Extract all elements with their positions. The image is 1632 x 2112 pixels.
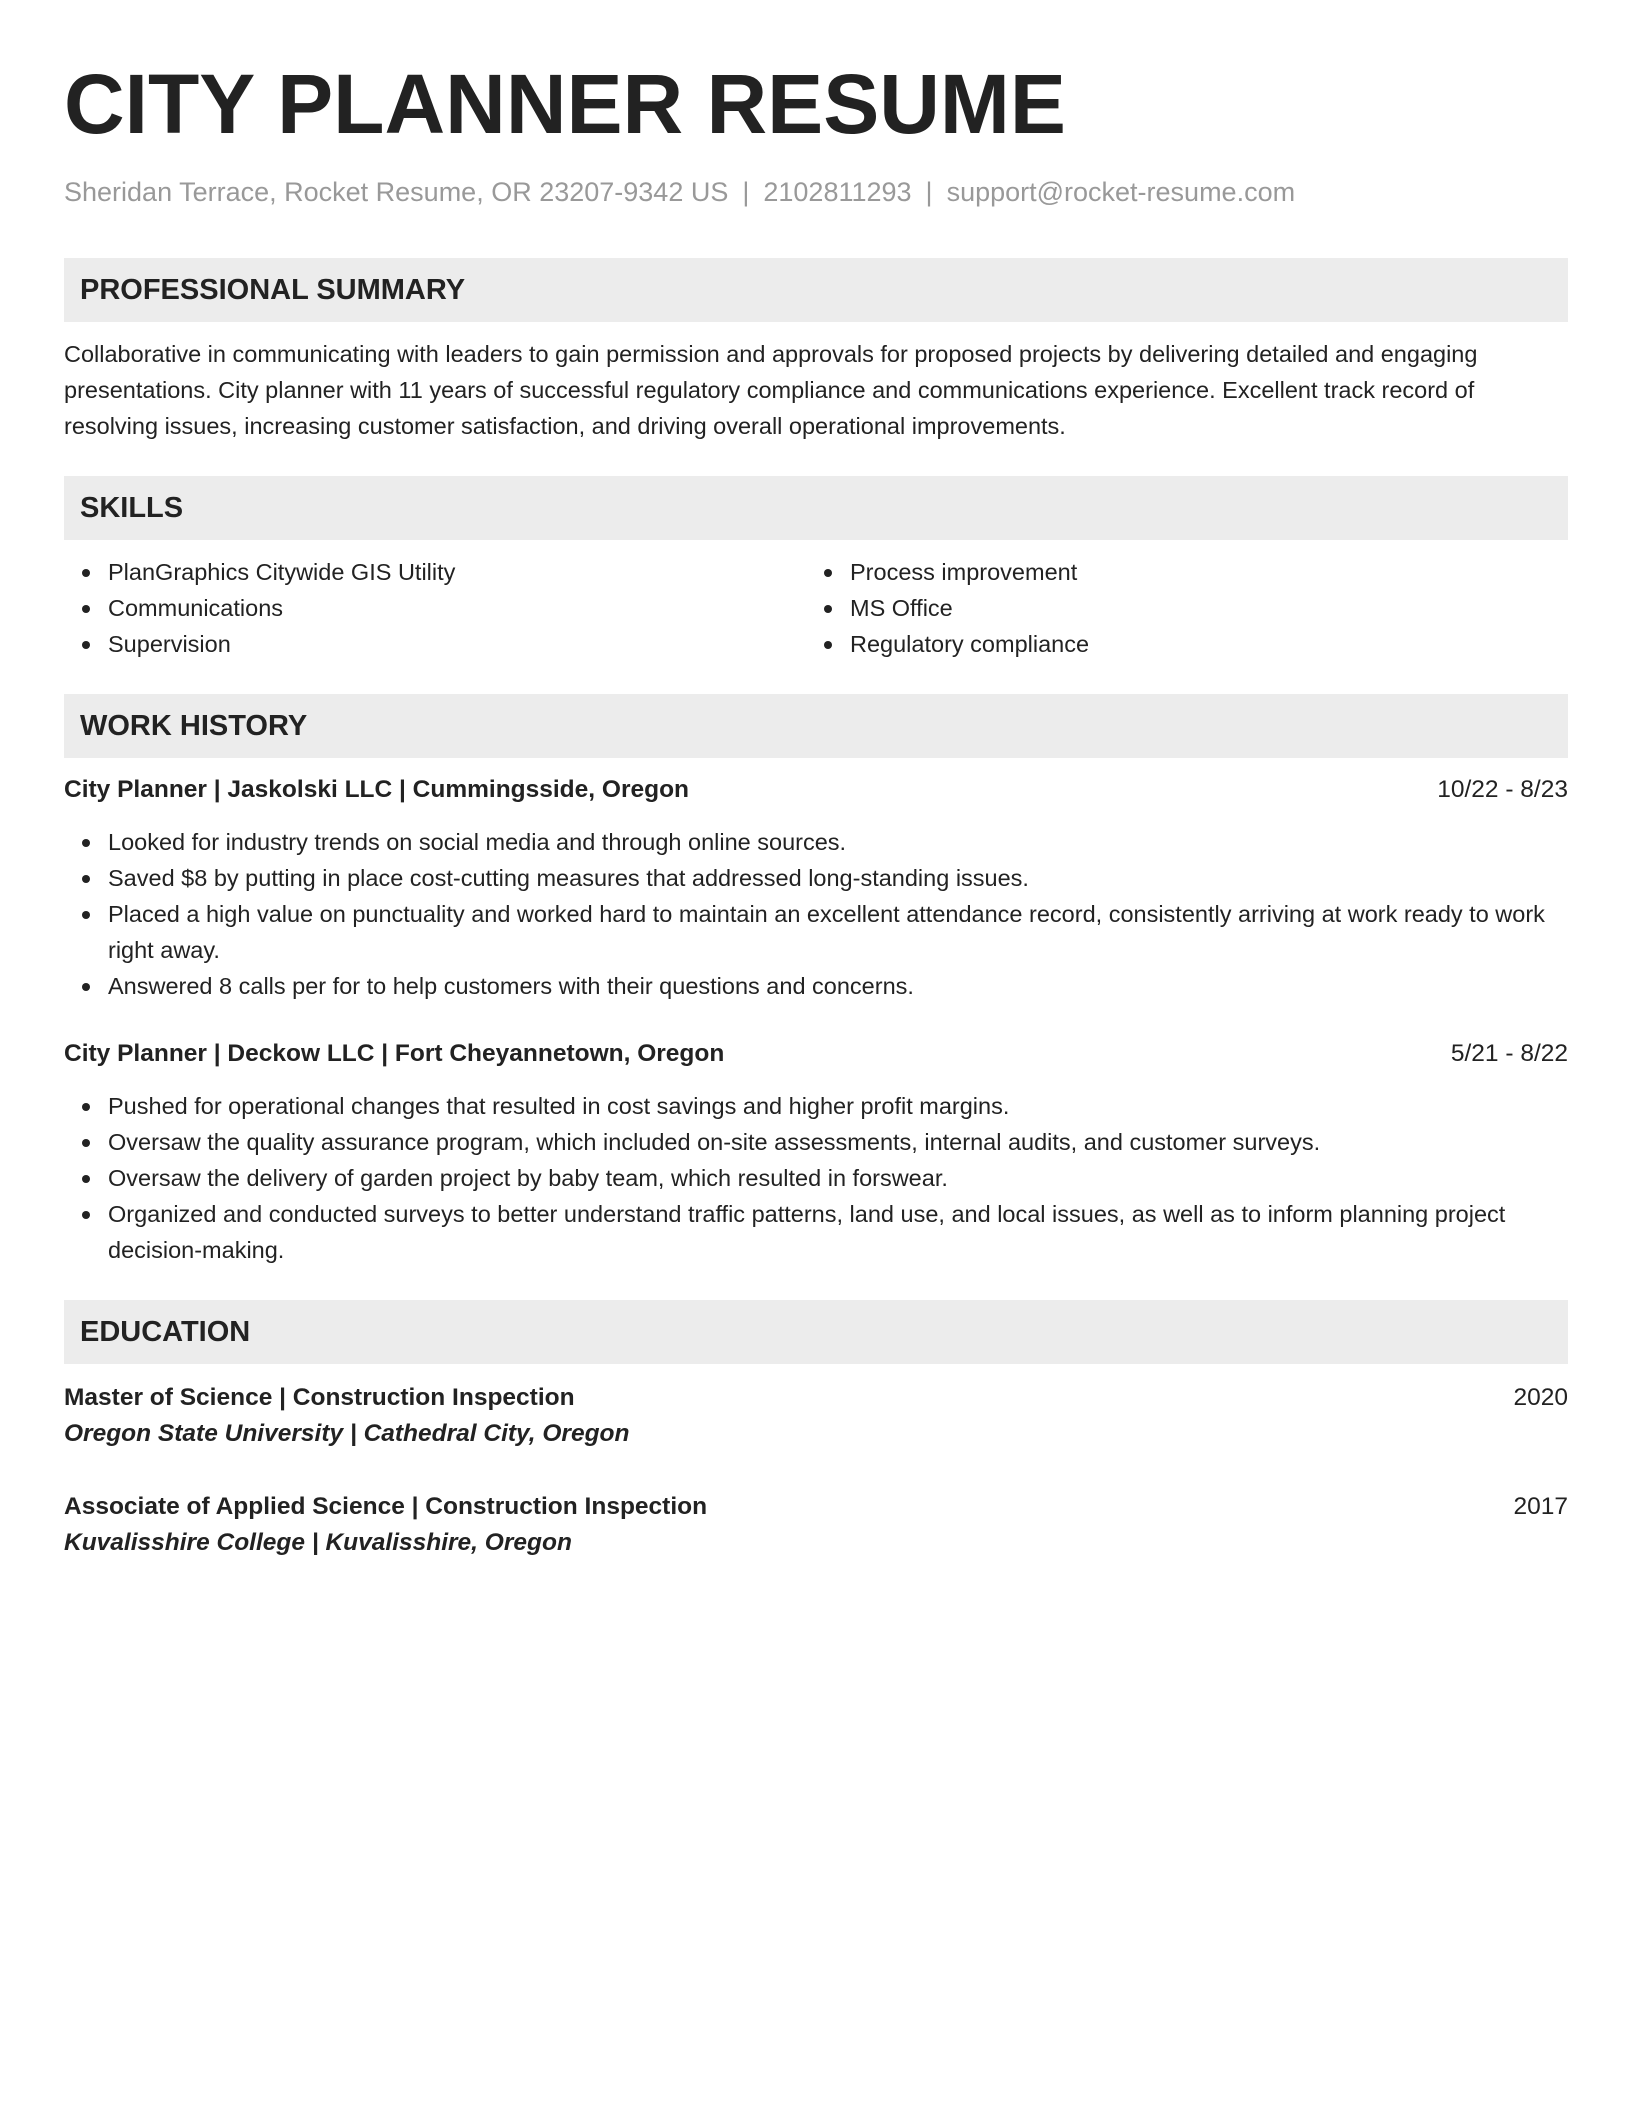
summary-heading: PROFESSIONAL SUMMARY (64, 258, 1568, 322)
degree: Associate of Applied Science | Construction Inspection (64, 1493, 708, 1520)
job-bullet: Looked for industry trends on social media and through online sources. (64, 824, 1568, 860)
job-header (64, 1036, 1568, 1072)
job-bullet: Pushed for operational changes that resulted in cost savings and higher profit margins. (64, 1088, 1568, 1124)
job-bullet: Oversaw the delivery of garden project by baby team, which resulted in forswear. (64, 1160, 1568, 1196)
resume-page (64, 54, 1568, 1561)
summary-text: Collaborative in communicating with leaders to gain permission and approvals for proposed projects by delivering detailed and engaging presentations. City planner with 11 years of successful regulatory compliance and communications experience. Excellent track record of resolving issues, increasing customer satisfaction, and driving overall operational improvements. (64, 341, 1478, 439)
job-bullet: Saved $8 by putting in place cost-cutting measures that addressed long-standing issues. (64, 860, 1568, 896)
job-entry (64, 1036, 1568, 1268)
skill-item: Process improvement (806, 554, 1548, 590)
resume-title: CITY PLANNER RESUME (64, 57, 1066, 151)
work-heading: WORK HISTORY (64, 694, 1568, 758)
education-heading: EDUCATION (64, 1300, 1568, 1364)
job-dates: 5/21 - 8/22 (1450, 1040, 1568, 1067)
job-header (64, 772, 1568, 808)
education-header (64, 1489, 1568, 1525)
job-bullet: Placed a high value on punctuality and worked hard to maintain an excellent attendance record, consistently arriving at work ready to work right away. (64, 896, 1568, 968)
contact-line (64, 174, 1568, 210)
school: Oregon State University | Cathedral City, Oregon (64, 1420, 630, 1447)
skills-heading: SKILLS (64, 476, 1568, 540)
job-bullets (64, 824, 1568, 1004)
graduation-year: 2017 (1513, 1493, 1568, 1520)
skill-item: Regulatory compliance (806, 626, 1548, 662)
education-header (64, 1380, 1568, 1416)
skills-column-right (806, 554, 1548, 662)
job-entry (64, 772, 1568, 1004)
degree: Master of Science | Construction Inspection (64, 1384, 575, 1411)
skill-item: Supervision (64, 626, 806, 662)
job-bullet: Answered 8 calls per for to help customers with their questions and concerns. (64, 968, 1568, 1004)
skill-item: MS Office (806, 590, 1548, 626)
job-bullet: Oversaw the quality assurance program, which included on-site assessments, internal audits, and customer surveys. (64, 1124, 1568, 1160)
skills-list (64, 540, 1568, 662)
job-dates: 10/22 - 8/23 (1437, 776, 1568, 803)
education-entry (64, 1489, 1568, 1561)
job-title: City Planner | Deckow LLC | Fort Cheyannetown, Oregon (64, 1040, 725, 1067)
job-bullet: Organized and conducted surveys to better understand traffic patterns, land use, and local issues, as well as to inform planning project decision-making. (64, 1196, 1568, 1268)
graduation-year: 2020 (1513, 1384, 1568, 1411)
skill-item: PlanGraphics Citywide GIS Utility (64, 554, 806, 590)
job-title: City Planner | Jaskolski LLC | Cummingsside, Oregon (64, 776, 690, 803)
job-bullets (64, 1088, 1568, 1268)
contact-separator: | (742, 177, 750, 207)
skills-column-left (64, 554, 806, 662)
skill-item: Communications (64, 590, 806, 626)
school: Kuvalisshire College | Kuvalisshire, Oregon (64, 1529, 572, 1556)
education-entry (64, 1380, 1568, 1452)
contact-address: Sheridan Terrace, Rocket Resume, OR 23207-9342 US (64, 177, 729, 207)
contact-separator: | (925, 177, 933, 207)
contact-phone: 2102811293 (763, 177, 912, 207)
contact-email[interactable]: support@rocket-resume.com (946, 177, 1296, 207)
